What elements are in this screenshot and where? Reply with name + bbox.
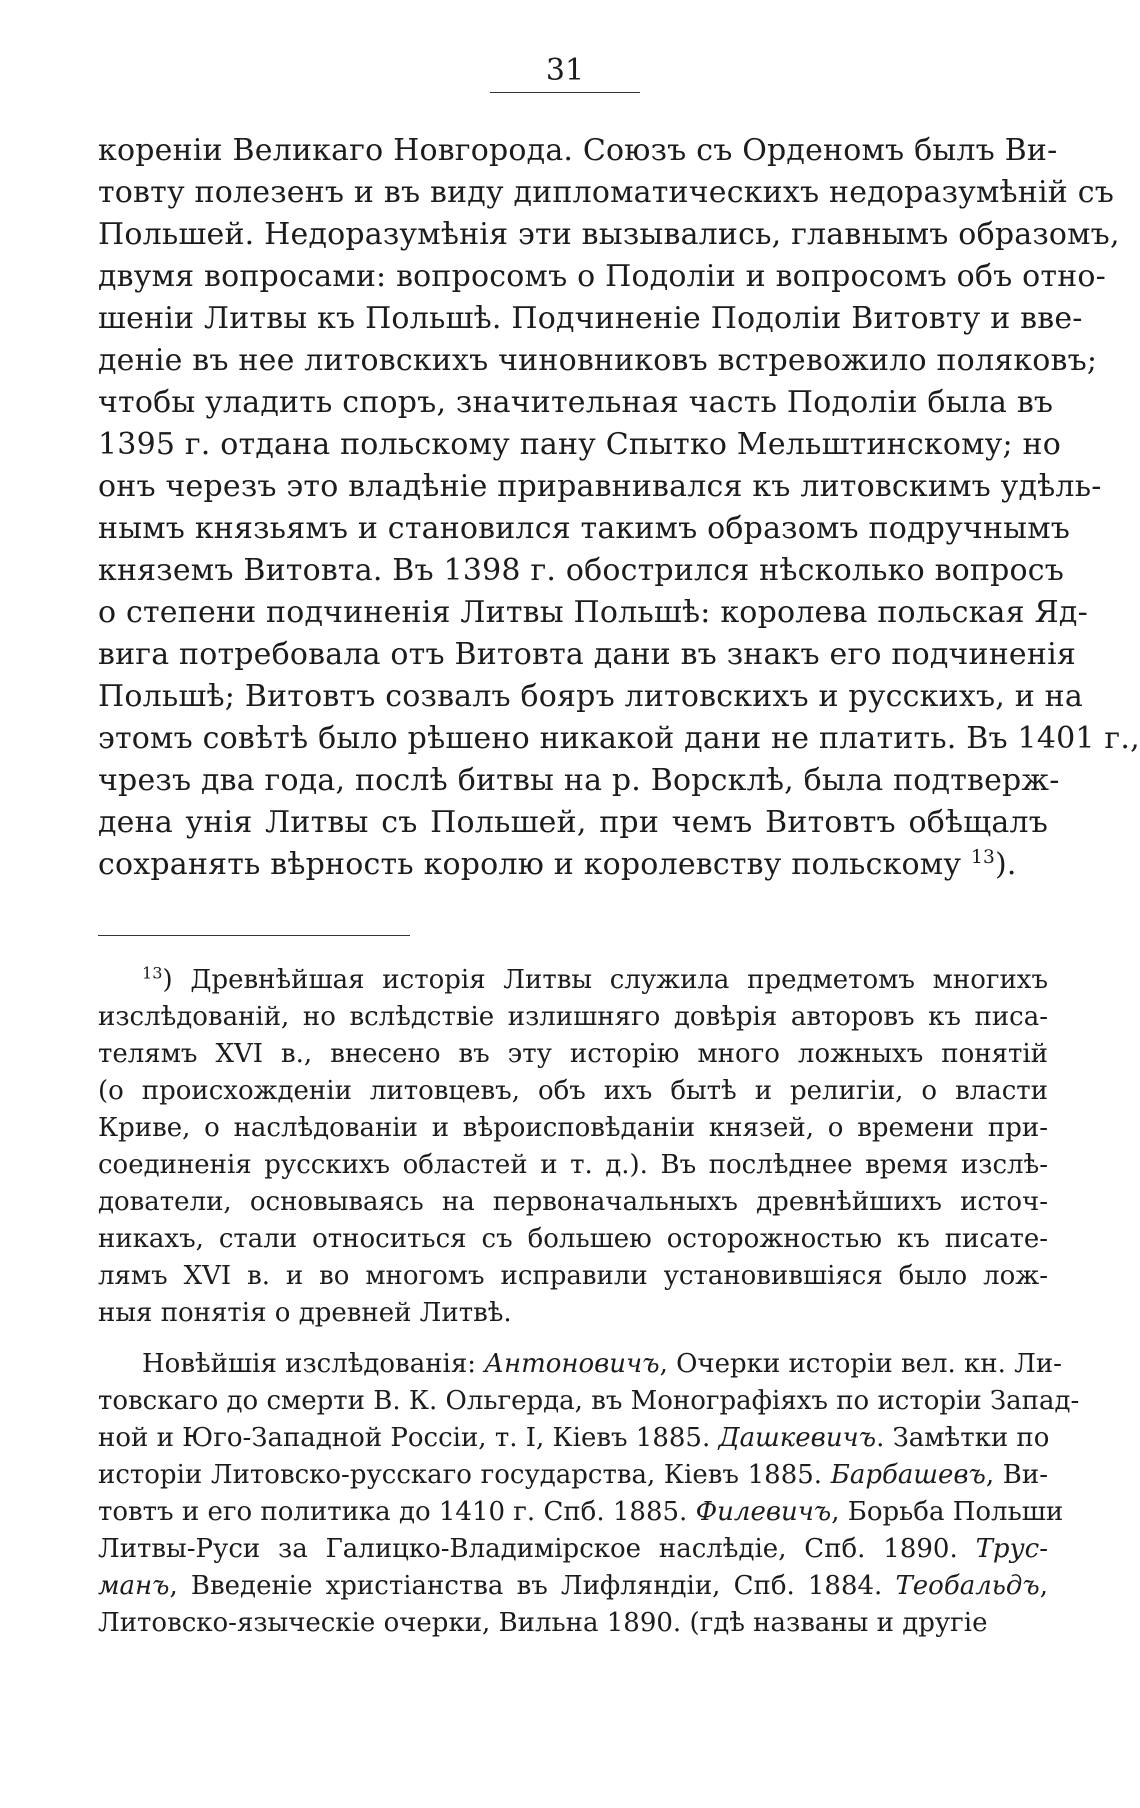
bibliography-line: Литовско-языческіе очерки, Вильна 1890. (гдѣ названы и другіе [98, 1608, 988, 1638]
main-text [98, 130, 1140, 886]
author-name: манъ [98, 1571, 170, 1601]
footnote-line: телямъ XVI в., внесено въ эту исторію много ложныхъ понятій [98, 1039, 1048, 1069]
footnote-marker: 13 [142, 963, 163, 983]
bib-text: исторіи Литовско-русскаго государства, Кіевъ 1885. [98, 1460, 831, 1490]
main-line: деніе въ нее литовскихъ чиновниковъ встревожило поляковъ; [98, 343, 1098, 378]
main-line: двумя вопросами: вопросомъ о Подоліи и вопросомъ объ отно- [98, 259, 1107, 294]
main-line: вига потребовала отъ Витовта дани въ знакъ его подчиненія [98, 637, 1077, 672]
footnote-line: (о происхожденіи литовцевъ, объ ихъ бытѣ и религіи, о власти [98, 1076, 1048, 1106]
header-rule [490, 92, 640, 93]
footnote-line: никахъ, стали относиться съ большею осторожностью къ писате- [98, 1224, 1048, 1254]
author-name: Антоновичъ [484, 1349, 660, 1379]
bib-text: Новѣйшія изслѣдованія: [142, 1349, 485, 1379]
footnote-rule [98, 935, 410, 936]
main-line: о степени подчиненія Литвы Польшѣ: королева польская Яд- [98, 595, 1088, 630]
main-line: чрезъ два года, послѣ битвы на р. Ворсклѣ, была подтверж- [98, 763, 1060, 798]
bibliography-line [98, 1457, 1048, 1494]
bib-text: , Введеніе христіанства въ Лифляндіи, Спб. 1884. [169, 1571, 896, 1601]
bibliography-line [98, 1420, 1048, 1457]
main-line: княземъ Витовта. Въ 1398 г. обострился нѣсколько вопросъ [98, 553, 1065, 588]
footnote [98, 962, 1080, 1642]
author-name: Теобальдъ [895, 1571, 1040, 1601]
bib-text: ной и Юго-Западной Россіи, т. I, Кіевъ 1885. [98, 1423, 719, 1453]
bibliography-line [98, 1531, 1048, 1568]
main-line: Польшей. Недоразумѣнія эти вызывались, главнымъ образомъ, [98, 217, 1120, 252]
bibliography-line [98, 1494, 1064, 1531]
footnote-line: лямъ XVI в. и во многомъ исправили установившіяся было лож- [98, 1261, 1048, 1291]
bibliography-line: товскаго до смерти В. К. Ольгерда, въ Монографіяхъ по исторіи Запад- [98, 1386, 1080, 1416]
bib-text: , [1039, 1571, 1048, 1601]
footnote-line: дователи, основываясь на первоначальныхъ древнѣйшихъ источ- [98, 1187, 1048, 1217]
author-name: Филевичъ [695, 1497, 832, 1527]
bib-text: товтъ и его политика до 1410 г. Спб. 1885. [98, 1497, 696, 1527]
main-line: дена унія Литвы съ Польшей, при чемъ Витовтъ обѣщалъ [98, 805, 1048, 840]
main-last-line-text: сохранять вѣрность королю и королевству польскому [98, 847, 962, 882]
footnote-reference[interactable]: 13 [970, 847, 996, 868]
author-name: Дашкевичъ [718, 1423, 877, 1453]
page-number: 31 [545, 53, 585, 88]
footnote-line: Криве, о наслѣдованіи и вѣроисповѣданіи князей, о времени при- [98, 1113, 1048, 1143]
main-last-line [98, 844, 1048, 886]
author-name: Барбашевъ [830, 1460, 986, 1490]
main-line: кореніи Великаго Новгорода. Союзъ съ Орденомъ былъ Ви- [98, 133, 1058, 168]
bib-text: , Борьба Польши [831, 1497, 1064, 1527]
footnote-first-line [98, 962, 1048, 999]
bib-text: , Ви- [985, 1460, 1049, 1490]
main-line: шеніи Литвы къ Польшѣ. Подчиненіе Подоліи Витовту и вве- [98, 301, 1083, 336]
bib-text: , Очерки исторіи вел. кн. Ли- [659, 1349, 1062, 1379]
footnote-line: изслѣдованій, но вслѣдствіе излишняго довѣрія авторовъ къ писа- [98, 1002, 1048, 1032]
bibliography-line [98, 1568, 1048, 1605]
main-line: чтобы уладить споръ, значительная часть Подоліи была въ [98, 385, 1054, 420]
main-last-close: ). [995, 847, 1017, 882]
bib-text: Литвы-Руси за Галицко-Владимірское наслѣдіе, Спб. 1890. [98, 1534, 976, 1564]
footnote-first-text: ) Древнѣйшая исторія Литвы служила предметомъ многихъ [162, 965, 1048, 995]
main-line: нымъ князьямъ и становился такимъ образомъ подручнымъ [98, 511, 1071, 546]
main-line: товту полезенъ и въ виду дипломатическихъ недоразумѣній съ [98, 175, 1115, 210]
bibliography-line [98, 1346, 1062, 1383]
main-line: этомъ совѣтѣ было рѣшено никакой дани не платить. Въ 1401 г., [98, 721, 1140, 756]
main-line: 1395 г. отдана польскому пану Спытко Мельштинскому; но [98, 427, 1061, 462]
bib-text: . Замѣтки по [876, 1423, 1050, 1453]
footnote-line: соединенія русскихъ областей и т. д.). Въ послѣднее время изслѣ- [98, 1150, 1048, 1180]
main-line: Польшѣ; Витовтъ созвалъ бояръ литовскихъ и русскихъ, и на [98, 679, 1083, 714]
author-name: Трус- [975, 1534, 1048, 1564]
footnote-last-line: ныя понятія о древней Литвѣ. [98, 1298, 512, 1328]
main-line: онъ черезъ это владѣніе приравнивался къ литовскимъ удѣль- [98, 469, 1102, 504]
